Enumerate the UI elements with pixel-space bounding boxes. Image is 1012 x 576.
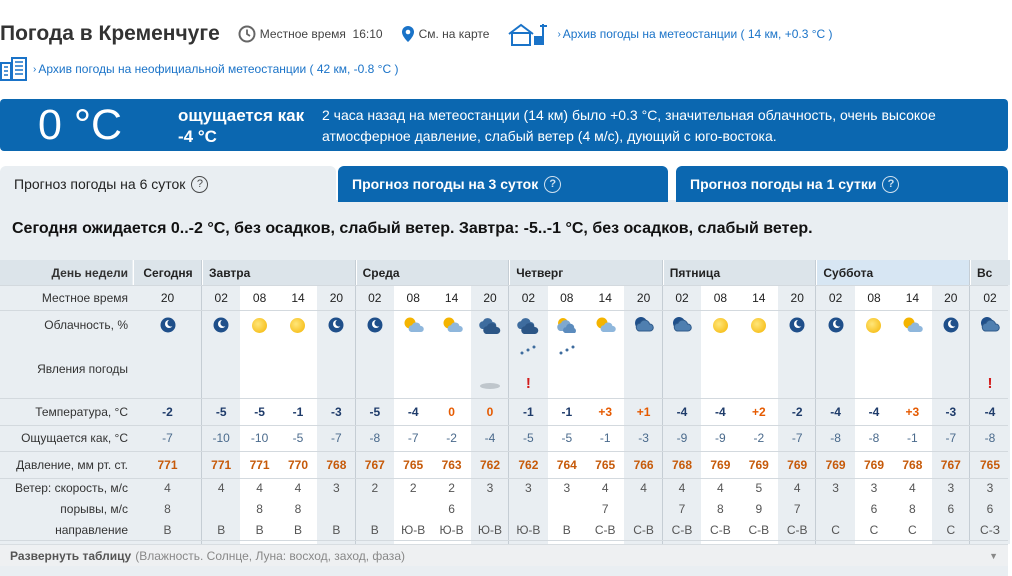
row-label: Явления погоды [37, 362, 128, 376]
table-cell: -5 [254, 404, 265, 419]
night-clear-icon [827, 316, 845, 334]
table-cell: 765 [403, 457, 424, 472]
table-cell: 4 [909, 481, 916, 495]
current-feels: ощущается как -4 °C [178, 106, 305, 146]
table-cell: 766 [633, 457, 654, 472]
night-clear-icon [366, 316, 384, 334]
forecast-tabs [0, 166, 1008, 202]
buildings-icon [0, 57, 28, 81]
table-cell [855, 340, 893, 398]
table-cell: 3 [333, 481, 340, 495]
table-cell [279, 340, 317, 398]
table-cell: -1 [599, 431, 611, 445]
table-cell [317, 310, 355, 340]
table-cell: С-В [710, 522, 731, 537]
tab-6-days-label: Прогноз погоды на 6 суток [14, 176, 186, 192]
row-label: порывы, м/с [60, 501, 128, 516]
table-cell [816, 310, 854, 340]
table-cell [509, 340, 547, 398]
table-cell: 7 [601, 501, 609, 516]
table-cell: 2 [448, 481, 455, 495]
sun-icon [290, 318, 305, 333]
help-icon[interactable]: ? [544, 176, 561, 193]
table-cell: В [370, 522, 379, 537]
table-cell: -4 [868, 404, 880, 419]
table-cell: 08 [560, 290, 574, 305]
table-cell: 765 [979, 457, 1001, 472]
table-cell [932, 310, 970, 340]
table-cell: 767 [940, 457, 961, 472]
table-cell: В [332, 522, 341, 537]
table-cell [394, 310, 432, 340]
table-cell: 14 [291, 290, 305, 305]
table-cell [432, 340, 470, 398]
help-icon[interactable]: ? [191, 176, 208, 193]
current-weather-banner [0, 99, 1008, 151]
map-link-label: См. на карте [418, 27, 490, 41]
weather-station-icon [507, 22, 553, 46]
table-cell [624, 498, 662, 519]
help-icon[interactable]: ? [882, 176, 899, 193]
table-cell: 762 [479, 457, 500, 472]
table-cell: Ю-В [439, 522, 464, 537]
table-cell: -7 [331, 431, 342, 445]
table-cell: 769 [825, 457, 846, 472]
map-pin-icon [401, 25, 415, 43]
table-cell [279, 310, 317, 340]
table-cell [970, 310, 1010, 340]
table-cell: 767 [364, 457, 385, 472]
expand-table-sub: (Влажность. Солнце, Луна: восход, заход, фаза) [135, 548, 405, 563]
table-cell [548, 340, 586, 398]
table-cell [509, 310, 547, 340]
local-time [238, 25, 383, 43]
table-cell [133, 340, 202, 398]
table-cell [970, 340, 1010, 398]
snow-icon [557, 344, 577, 356]
table-cell [624, 340, 662, 398]
table-cell: 6 [448, 501, 455, 516]
table-cell [471, 340, 509, 398]
table-cell: С [908, 522, 917, 537]
table-cell: -4 [484, 431, 496, 445]
table-cell: 3 [525, 481, 532, 495]
table-cell [432, 310, 470, 340]
sun-cloud-icon [441, 316, 463, 334]
table-cell: 8 [909, 501, 916, 516]
table-cell [394, 498, 432, 519]
table-cell: 4 [793, 481, 801, 495]
warn-icon: ! [987, 375, 993, 392]
table-cell: -4 [830, 404, 841, 419]
table-cell: -4 [984, 404, 996, 419]
table-cell: -8 [830, 431, 841, 445]
table-cell: 9 [755, 501, 763, 516]
night-cloud-icon [979, 316, 1001, 334]
table-cell: -8 [868, 431, 880, 445]
night-clear-icon [212, 316, 230, 334]
table-cell: +2 [751, 404, 766, 419]
table-cell: 3 [563, 481, 571, 495]
tab-1-day[interactable] [676, 166, 1008, 202]
page-title: Погода в Кременчуге [0, 22, 220, 45]
table-cell: В [255, 522, 264, 537]
table-cell: 20 [944, 290, 958, 305]
table-cell: 7 [678, 501, 686, 516]
table-cell [778, 310, 816, 340]
table-cell: 4 [256, 481, 263, 495]
tab-1-day-label: Прогноз погоды на 1 сутки [690, 176, 877, 192]
sun-icon [751, 318, 766, 333]
table-cell: 7 [793, 501, 801, 516]
table-cell [240, 340, 278, 398]
table-cell: -3 [945, 404, 957, 419]
table-cell: 3 [986, 481, 994, 495]
table-cell: 4 [294, 481, 302, 495]
table-cell: 771 [249, 457, 270, 472]
table-cell: 14 [905, 290, 920, 305]
table-cell: В [163, 522, 172, 537]
table-cell [317, 340, 355, 398]
table-cell: 771 [211, 457, 232, 472]
arrow-icon: › [33, 63, 37, 75]
table-cell: 4 [678, 481, 686, 495]
table-cell: -5 [523, 431, 534, 445]
table-cell [855, 310, 893, 340]
tab-3-days[interactable] [338, 166, 668, 202]
table-cell: 6 [986, 501, 994, 516]
row-label: Местное время [41, 290, 128, 305]
table-cell: 4 [164, 481, 171, 495]
table-cell: +3 [598, 404, 613, 419]
row-divider [0, 285, 1008, 286]
table-cell: -2 [753, 431, 765, 445]
cloud-icon [556, 316, 578, 334]
table-cell: -1 [523, 404, 534, 419]
sun-cloud-icon [402, 316, 424, 334]
table-cell [893, 310, 931, 340]
table-cell: -10 [250, 431, 269, 445]
table-cell: 770 [287, 457, 308, 472]
archive-unofficial-label: Архив погоды на неофициальной метеостанции ( 42 км, -0.8 °C ) [38, 62, 399, 76]
table-cell: 8 [294, 501, 302, 516]
table-cell: С-В [748, 522, 770, 537]
table-cell: 0 [486, 404, 494, 419]
table-cell: 4 [717, 481, 724, 495]
table-cell [356, 498, 394, 519]
table-cell [663, 340, 701, 398]
table-cell [701, 340, 739, 398]
table-cell: -1 [292, 404, 304, 419]
table-cell: 8 [256, 501, 263, 516]
table-cell [816, 340, 854, 398]
table-cell [317, 498, 355, 519]
day-header: Четверг [509, 260, 663, 285]
table-cell: В [562, 522, 571, 537]
table-cell: 20 [329, 290, 344, 305]
table-cell: 768 [671, 457, 692, 472]
table-cell: 02 [828, 290, 843, 305]
table-cell [893, 340, 931, 398]
table-cell: -2 [162, 404, 173, 419]
row-divider [0, 478, 1008, 479]
current-description: 2 часа назад на метеостанции (14 км) было +0.3 °С, значительная облачность, очень высокое атмосферное давление, слабый ветер (4 м/с), дующий с юго-востока. [322, 107, 936, 144]
table-cell: 763 [441, 457, 462, 472]
table-cell [133, 310, 202, 340]
sun-icon [713, 318, 728, 333]
table-cell: -7 [407, 431, 419, 445]
table-cell: 768 [326, 457, 347, 472]
table-cell: 08 [252, 290, 267, 305]
table-cell: 8 [717, 501, 724, 516]
table-cell [932, 340, 970, 398]
table-cell: 20 [483, 290, 497, 305]
map-link[interactable] [401, 25, 490, 43]
row-divider [0, 398, 1008, 399]
table-cell: 14 [444, 290, 459, 305]
archive-station-link[interactable] [507, 22, 832, 46]
table-cell [240, 310, 278, 340]
table-cell: 14 [598, 290, 612, 305]
night-cloud-icon [671, 316, 693, 334]
table-cell [202, 310, 240, 340]
local-time-value: 16:10 [352, 27, 383, 41]
night-clear-icon [159, 316, 177, 334]
table-cell [356, 340, 394, 398]
table-cell: 768 [902, 457, 923, 472]
table-cell: +1 [636, 404, 651, 419]
table-cell: 769 [710, 457, 731, 472]
tab-3-days-label: Прогноз погоды на 3 суток [352, 176, 539, 192]
table-cell: 08 [713, 290, 728, 305]
row-label: Давление, мм рт. ст. [16, 457, 128, 472]
table-cell: 769 [748, 457, 769, 472]
table-cell: -8 [369, 431, 381, 445]
table-cell [701, 310, 739, 340]
table-cell: В [293, 522, 302, 537]
table-cell: -8 [984, 431, 996, 445]
row-label: Температура, °C [35, 404, 128, 419]
table-cell: 0 [448, 404, 455, 419]
row-label: День недели [0, 260, 132, 285]
chevron-down-icon: ▼ [989, 550, 998, 561]
sun-icon [866, 318, 881, 333]
table-cell: В [217, 522, 226, 537]
table-cell: 8 [164, 501, 171, 516]
table-cell: 02 [521, 290, 536, 305]
table-cell: -9 [715, 431, 726, 445]
table-cell: С-В [671, 522, 693, 537]
day-header: Сегодня [133, 260, 202, 285]
current-temp: 0 °C [38, 101, 123, 149]
table-cell: С-В [633, 522, 654, 537]
table-cell: -5 [369, 404, 381, 419]
table-cell: 3 [947, 481, 955, 495]
table-cell [624, 310, 662, 340]
table-cell: -5 [215, 404, 227, 419]
night-clear-icon [942, 316, 960, 334]
table-cell [202, 340, 240, 398]
table-cell: С [869, 522, 879, 537]
table-cell: -10 [212, 431, 230, 445]
table-cell: -2 [446, 431, 457, 445]
table-cell [548, 310, 586, 340]
local-time-label: Местное время [259, 27, 346, 41]
table-cell [816, 498, 854, 519]
warn-icon: ! [525, 375, 531, 392]
table-cell: -4 [715, 404, 726, 419]
table-cell: 08 [867, 290, 881, 305]
table-cell: С-З [980, 522, 1000, 537]
table-cell: С-В [786, 522, 808, 537]
table-cell: 20 [790, 290, 804, 305]
table-cell: 6 [870, 501, 878, 516]
tab-6-days[interactable] [0, 166, 336, 202]
table-cell: С [831, 522, 840, 537]
table-cell: -3 [331, 404, 342, 419]
day-header: Пятница [663, 260, 817, 285]
table-cell: -1 [561, 404, 573, 419]
expand-table-label: Развернуть таблицу [10, 548, 132, 563]
table-cell [663, 310, 701, 340]
table-cell [202, 498, 240, 519]
table-cell: +3 [905, 404, 920, 419]
row-label: Ветер: скорость, м/с [14, 481, 128, 495]
table-cell [778, 340, 816, 398]
day-header: Среда [356, 260, 510, 285]
row-label: Ощущается как, °C [21, 431, 128, 445]
table-cell [740, 310, 778, 340]
forecast-summary: Сегодня ожидается 0..-2 °C, без осадков, слабый ветер. Завтра: -5..-1 °C, без осадков, слабый ветер. [12, 220, 813, 237]
table-cell: 08 [406, 290, 420, 305]
table-cell: Ю-В [401, 522, 426, 537]
table-cell: -7 [945, 431, 957, 445]
table-cell: 3 [870, 481, 878, 495]
table-cell: -7 [162, 431, 173, 445]
archive-unofficial-link[interactable] [0, 57, 398, 81]
night-clear-icon [327, 316, 345, 334]
table-cell: 3 [486, 481, 494, 495]
table-cell: 14 [752, 290, 766, 305]
table-cell: 2 [409, 481, 417, 495]
table-cell [356, 310, 394, 340]
sun-cloud-icon [594, 316, 616, 334]
row-divider [0, 310, 1008, 311]
row-divider [0, 425, 1008, 426]
table-cell: 2 [371, 481, 379, 495]
table-cell: 02 [983, 290, 997, 305]
row-label: направление [55, 522, 128, 537]
table-cell: Ю-В [516, 522, 541, 537]
table-cell: -9 [676, 431, 688, 445]
table-cell [394, 340, 432, 398]
table-cell: 6 [947, 501, 955, 516]
table-cell: 765 [595, 457, 616, 472]
table-cell: 769 [787, 457, 808, 472]
table-cell [471, 498, 509, 519]
table-cell: -1 [907, 431, 918, 445]
day-header: Суббота [816, 260, 970, 285]
sun-icon [252, 318, 267, 333]
night-clear-icon [788, 316, 806, 334]
table-cell [586, 340, 624, 398]
overcast-icon [515, 315, 541, 335]
table-cell: С [946, 522, 956, 537]
table-cell: -4 [676, 404, 688, 419]
table-cell: 762 [518, 457, 539, 472]
table-cell: 764 [556, 457, 577, 472]
table-cell: 5 [755, 481, 763, 495]
table-cell: -3 [638, 431, 649, 445]
day-header: Вс [970, 260, 1010, 285]
row-label: Облачность, % [44, 318, 128, 332]
forecast-panel [0, 200, 1008, 576]
day-header: Завтра [202, 260, 356, 285]
table-cell: 02 [214, 290, 228, 305]
clock-icon [238, 25, 256, 43]
table-cell [586, 310, 624, 340]
table-cell: 3 [832, 481, 839, 495]
fog-icon [479, 382, 501, 390]
table-cell [509, 498, 547, 519]
table-cell [471, 310, 509, 340]
snow-icon [518, 344, 538, 356]
night-cloud-icon [633, 316, 655, 334]
table-cell: 02 [368, 290, 382, 305]
archive-station-label: Архив погоды на метеостанции ( 14 км, +0.3 °C ) [562, 27, 833, 41]
table-cell: 4 [217, 481, 225, 495]
table-cell: 769 [863, 457, 884, 472]
table-cell: -4 [407, 404, 419, 419]
table-cell: -5 [292, 431, 304, 445]
table-cell: С-В [594, 522, 616, 537]
table-cell: 4 [640, 481, 647, 495]
table-cell: 771 [157, 457, 178, 472]
table-cell: -2 [791, 404, 803, 419]
table-cell: -5 [561, 431, 573, 445]
expand-table-bar[interactable] [0, 544, 1008, 566]
table-cell: Ю-В [477, 522, 503, 537]
arrow-icon: › [557, 28, 561, 40]
row-divider [0, 451, 1008, 452]
overcast-icon [477, 315, 503, 335]
table-cell [740, 340, 778, 398]
table-cell: 20 [160, 290, 175, 305]
row-divider [0, 540, 1008, 541]
table-cell [548, 498, 586, 519]
header-bar [0, 22, 851, 46]
table-cell: 02 [675, 290, 689, 305]
table-cell: -7 [791, 431, 803, 445]
table-cell: 4 [601, 481, 609, 495]
sun-cloud-icon [901, 316, 923, 334]
table-cell: 20 [636, 290, 651, 305]
